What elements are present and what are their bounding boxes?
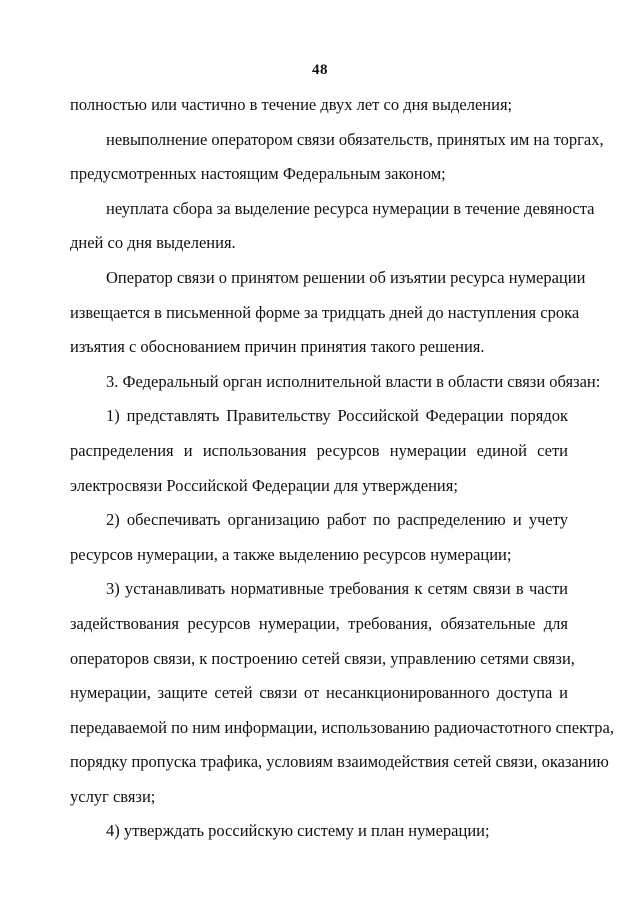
text-line: операторов связи, к построению сетей связи, управлению сетями связи,	[70, 648, 575, 668]
text-line: ресурсов нумерации, а также выделению ресурсов нумерации;	[70, 544, 512, 564]
text-line: передаваемой по ним информации, использованию радиочастотного спектра,	[70, 717, 614, 737]
text-line: 2) обеспечивать организацию работ по распределению и учету	[106, 510, 568, 530]
text-line: полностью или частично в течение двух лет со дня выделения;	[70, 95, 513, 114]
page-number: 48	[312, 62, 328, 78]
text-line: 1) представлять Правительству Российской Федерации порядок	[106, 406, 568, 426]
text-line: невыполнение оператором связи обязательств, принятых им на торгах,	[106, 129, 604, 149]
text-line: предусмотренных настоящим Федеральным законом;	[70, 164, 446, 184]
text-line: неуплата сбора за выделение ресурса нумерации в течение девяноста	[106, 198, 595, 218]
text-line: услуг связи;	[70, 786, 156, 806]
text-line: изъятия с обоснованием причин принятия такого решения.	[70, 337, 485, 357]
text-line: Оператор связи о принятом решении об изъятии ресурса нумерации	[106, 267, 586, 287]
text-line: порядку пропуска трафика, условиям взаимодействия сетей связи, оказанию	[70, 752, 609, 772]
text-line: задействования ресурсов нумерации, требования, обязательные для	[70, 613, 568, 633]
text-line: распределения и использования ресурсов нумерации единой сети	[70, 440, 568, 460]
text-line: нумерации, защите сетей связи от несанкционированного доступа и	[70, 683, 568, 703]
text-line: 3. Федеральный орган исполнительной власти в области связи обязан:	[106, 371, 601, 391]
text-line: дней со дня выделения.	[70, 233, 236, 253]
text-line: 3) устанавливать нормативные требования к сетям связи в части	[106, 579, 568, 599]
text-line: 4) утверждать российскую систему и план нумерации;	[106, 821, 490, 841]
text-line: извещается в письменной форме за тридцать дней до наступления срока	[70, 302, 580, 322]
document-body	[70, 88, 614, 849]
text-line: электросвязи Российской Федерации для утверждения;	[70, 475, 458, 495]
